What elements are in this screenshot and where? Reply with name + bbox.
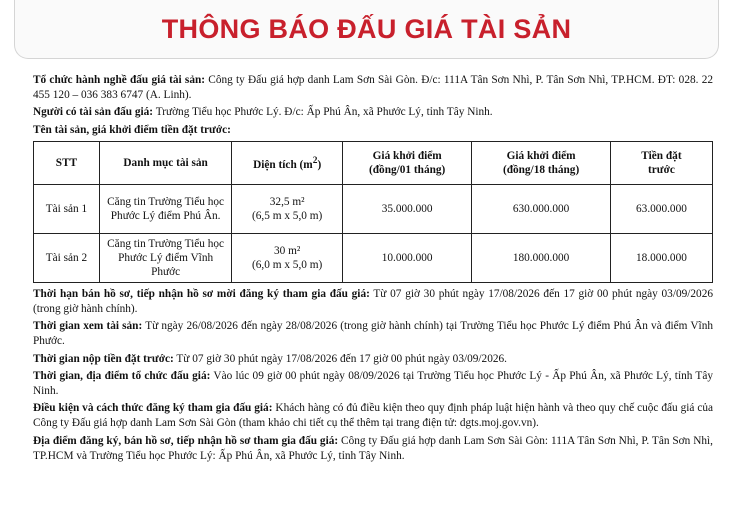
detail-value: Từ 07 giờ 30 phút ngày 17/08/2026 đến 17 giờ 00 phút ngày 03/09/2026 (trong giờ hành chính). bbox=[33, 287, 713, 316]
row-area-dims: (6,5 m x 5,0 m) bbox=[252, 209, 323, 222]
detail-value: Vào lúc 09 giờ 00 phút ngày 08/09/2026 tại Trường Tiểu học Phước Lý - Ấp Phú Ân, xã Phước Lý, tỉnh Tây Ninh. bbox=[33, 369, 713, 398]
org-label: Tổ chức hành nghề đấu giá tài sản: bbox=[33, 74, 206, 86]
header-deposit-line2: trước bbox=[648, 163, 675, 176]
row-area-dims: (6,0 m x 5,0 m) bbox=[252, 258, 323, 271]
header-area bbox=[232, 141, 343, 184]
header-price-18 bbox=[472, 141, 611, 184]
row-area bbox=[232, 233, 343, 282]
header-price-18-line1: Giá khởi điểm bbox=[506, 149, 576, 162]
notice-body bbox=[33, 73, 713, 466]
detail-paragraph bbox=[33, 401, 713, 431]
detail-value: Khách hàng có đủ điều kiện theo quy định pháp luật hiện hành và theo quy chế cuộc đấu giá của Công ty Đấu giá hợp danh Lam Sơn Sài Gòn (tham khảo chi tiết cụ thể thêm tại trang điện tử: dgts.moj.gov.vn). bbox=[33, 402, 714, 430]
header-price-month bbox=[343, 141, 472, 184]
table-row bbox=[34, 184, 713, 233]
table-row bbox=[34, 233, 713, 282]
detail-value: Từ ngày 26/08/2026 đến ngày 28/08/2026 (trong giờ hành chính) tại Trường Tiểu học Phước Lý điểm Phú Ân và điểm Vĩnh Phước. bbox=[33, 320, 713, 348]
row-area-value: 32,5 m² bbox=[269, 195, 305, 208]
detail-label: Thời gian, địa điểm tổ chức đấu giá: bbox=[33, 369, 211, 382]
title-banner bbox=[14, 0, 719, 59]
header-name: Danh mục tài sản bbox=[99, 141, 231, 184]
asset-table bbox=[33, 141, 713, 283]
header-deposit bbox=[610, 141, 712, 184]
row-price-month: 35.000.000 bbox=[343, 184, 472, 233]
detail-paragraph bbox=[33, 434, 713, 464]
owner-value: Trường Tiểu học Phước Lý. Đ/c: Ấp Phú Ân, xã Phước Lý, tỉnh Tây Ninh. bbox=[155, 106, 493, 119]
row-price-18: 180.000.000 bbox=[472, 233, 611, 282]
asset-heading: Tên tài sản, giá khởi điểm tiền đặt trước: bbox=[33, 123, 231, 136]
detail-value: Công ty Đấu giá hợp danh Lam Sơn Sài Gòn: 111A Tân Sơn Nhì, P. Tân Sơn Nhì, TP.HCM và Trường Tiểu học Phước Lý: Ấp Phú Ân, xã Phước Lý, tỉnh Tây Ninh. bbox=[33, 434, 713, 462]
owner-paragraph bbox=[33, 105, 713, 120]
header-area-end: ) bbox=[317, 158, 322, 171]
header-price-month-line1: Giá khởi điểm bbox=[372, 149, 442, 162]
detail-label: Địa điểm đăng ký, bán hồ sơ, tiếp nhận hồ sơ tham gia đấu giá: bbox=[33, 434, 339, 447]
row-price-month: 10.000.000 bbox=[343, 233, 472, 282]
header-price-18-line2: (đồng/18 tháng) bbox=[502, 163, 580, 176]
detail-label: Thời gian nộp tiền đặt trước: bbox=[33, 352, 174, 365]
org-value: Công ty Đấu giá hợp danh Lam Sơn Sài Gòn. Đ/c: 111A Tân Sơn Nhì, P. Tân Sơn Nhì, TP.HCM. ĐT: 028. 22 455 120 – 036 383 6747 (A. Linh). bbox=[33, 74, 713, 102]
asset-heading-paragraph bbox=[33, 123, 713, 138]
header-stt: STT bbox=[34, 141, 100, 184]
header-deposit-line1: Tiền đặt bbox=[641, 149, 682, 162]
header-area-text: Diện tích (m bbox=[253, 158, 313, 171]
row-price-18: 630.000.000 bbox=[472, 184, 611, 233]
detail-paragraph bbox=[33, 319, 713, 349]
detail-label: Thời gian xem tài sản: bbox=[33, 320, 143, 333]
row-stt: Tài sản 2 bbox=[34, 233, 100, 282]
row-name: Căng tin Trường Tiểu học Phước Lý điểm Phú Ân. bbox=[99, 184, 231, 233]
row-name: Căng tin Trường Tiểu học Phước Lý điểm Vĩnh Phước bbox=[99, 233, 231, 282]
owner-label: Người có tài sản đấu giá: bbox=[33, 106, 154, 119]
detail-label: Thời hạn bán hồ sơ, tiếp nhận hồ sơ mời đăng ký tham gia đấu giá: bbox=[33, 287, 370, 300]
org-paragraph bbox=[33, 73, 713, 103]
detail-paragraph bbox=[33, 352, 713, 367]
row-stt: Tài sản 1 bbox=[34, 184, 100, 233]
detail-paragraph bbox=[33, 287, 713, 317]
row-deposit: 18.000.000 bbox=[610, 233, 712, 282]
detail-paragraph bbox=[33, 369, 713, 399]
header-price-month-line2: (đồng/01 tháng) bbox=[369, 163, 446, 176]
asset-table-header-row bbox=[34, 141, 713, 184]
row-area-value: 30 m² bbox=[274, 244, 301, 257]
header-area-sup: 2 bbox=[312, 155, 318, 166]
detail-label: Điều kiện và cách thức đăng ký tham gia đấu giá: bbox=[33, 402, 273, 415]
detail-value: Từ 07 giờ 30 phút ngày 17/08/2026 đến 17 giờ 00 phút ngày 03/09/2026. bbox=[176, 352, 507, 365]
row-area bbox=[232, 184, 343, 233]
notice-title: THÔNG BÁO ĐẤU GIÁ TÀI SẢN bbox=[161, 13, 572, 44]
row-deposit: 63.000.000 bbox=[610, 184, 712, 233]
